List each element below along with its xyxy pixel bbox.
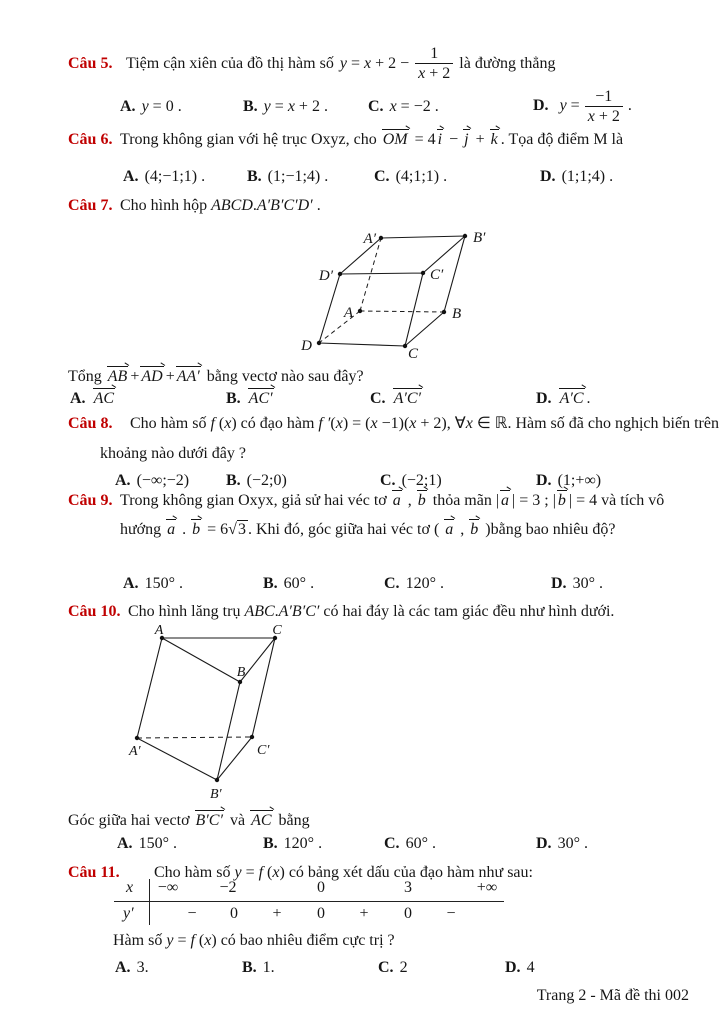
angle-text: Góc giữa hai vectơ	[68, 812, 190, 829]
vector-a: a	[391, 489, 404, 508]
fraction-denominator: x + 2	[585, 106, 623, 126]
vector-AC: AC	[249, 809, 274, 828]
option-11d	[505, 959, 535, 977]
vector-A-prime-C-prime: A′C′	[392, 387, 424, 406]
option-value: (−∞;−2)	[136, 472, 190, 489]
vertex-dots	[135, 636, 277, 782]
table-sign: 0	[404, 905, 412, 922]
vector-AD: AD	[139, 365, 165, 384]
table-x-label: x	[126, 879, 134, 896]
vertex-dots	[317, 234, 467, 348]
vector-A-prime-C: A′C	[558, 387, 587, 406]
option-5b	[243, 98, 328, 116]
vertex-label-a: A	[343, 305, 353, 321]
comma: ,	[403, 492, 416, 509]
option-value: (1;−1;4) .	[267, 168, 329, 185]
question-11-text4: có bao nhiêu điểm cực trị ?	[220, 932, 395, 949]
vector-AB: AB	[106, 365, 131, 384]
option-label: B.	[243, 98, 258, 115]
option-label: C.	[378, 959, 394, 976]
figure-prism	[125, 624, 305, 809]
plus-sign: +	[165, 368, 175, 385]
question-5-line	[68, 40, 556, 86]
question-11-text3: Hàm số	[113, 932, 163, 949]
question-8-line2	[100, 443, 246, 464]
question-7-line	[68, 195, 321, 216]
option-label: C.	[380, 472, 396, 489]
option-value: y = 0 .	[141, 98, 182, 115]
option-9d	[551, 575, 603, 593]
option-9a	[123, 575, 183, 593]
option-7d	[536, 387, 591, 408]
vector-i: i	[436, 128, 445, 147]
question-8-label: Câu 8.	[68, 415, 113, 432]
question-9-text4: hướng	[120, 521, 162, 538]
vector-k: k	[489, 128, 501, 147]
page-footer: Trang 2 - Mã đề thi 002	[536, 987, 689, 1004]
table-horizontal-rule	[114, 901, 504, 902]
table-sign: 0	[317, 905, 325, 922]
vertex-label-b-prime: B′	[210, 787, 222, 802]
vertex-label-a-prime: A′	[363, 231, 376, 247]
option-value: y = x + 2 .	[263, 98, 328, 115]
option-5d	[533, 82, 632, 130]
question-9-line2	[120, 518, 615, 540]
question-8-text3: Hàm số đã cho nghịch biến trên	[515, 415, 719, 432]
option-label: A.	[115, 472, 131, 489]
table-x-value: 3	[404, 879, 412, 896]
table-x-value: 0	[317, 879, 325, 896]
question-9-text5: . Khi đó, góc giữa hai véc tơ	[247, 521, 430, 538]
question-10-angle-line	[68, 809, 310, 831]
vector-AA-prime: AA′	[175, 365, 203, 384]
option-10a	[117, 835, 177, 853]
option-10c	[384, 835, 436, 853]
vertex-labels	[300, 230, 486, 362]
vertex-label-c-prime: C′	[430, 267, 444, 283]
option-label: D.	[540, 168, 556, 185]
option-label: B.	[263, 835, 278, 852]
formula: f ′(x) = (x −1)(x + 2)	[318, 415, 447, 432]
option-8b	[226, 472, 287, 490]
option-6c	[374, 168, 447, 186]
option-8c	[380, 472, 442, 490]
vertex-label-d-prime: D′	[318, 268, 333, 284]
option-value: (−2;1)	[401, 472, 442, 489]
table-sign: +	[359, 905, 369, 922]
sum-text-after: bằng vectơ nào sau đây?	[206, 368, 364, 385]
option-value: (4;1;1) .	[395, 168, 448, 185]
hidden-edges	[137, 737, 252, 738]
table-x-value: −∞	[157, 879, 179, 896]
option-label: C.	[374, 168, 390, 185]
formula: | = 3 ;	[512, 492, 549, 509]
option-label: D.	[536, 472, 552, 489]
question-8-text4: khoảng nào dưới đây ?	[100, 445, 246, 462]
table-sign: +	[272, 905, 282, 922]
option-value: x = −2 .	[389, 98, 439, 115]
vertex-label-c-prime: C′	[257, 743, 270, 758]
formula: , ∀x ∈ ℝ.	[446, 415, 512, 432]
vector-b: b	[190, 518, 203, 537]
dot-product: .	[178, 521, 191, 538]
question-7-text-after: .	[316, 197, 321, 214]
option-7c	[370, 387, 424, 408]
option-label: C.	[384, 835, 400, 852]
hidden-edges	[319, 238, 444, 343]
vector-a: a	[499, 489, 512, 508]
question-7-text: Cho hình hộp	[120, 197, 208, 214]
solid-edges	[319, 236, 465, 346]
vertex-label-c: C	[408, 346, 419, 362]
option-label: A.	[123, 168, 139, 185]
formula: f (x)	[210, 415, 237, 432]
question-11-label: Câu 11.	[68, 864, 120, 881]
option-7a	[70, 387, 117, 408]
table-vertical-rule	[149, 879, 150, 925]
table-x-value: +∞	[476, 879, 498, 896]
vertex-label-c: C	[272, 624, 282, 638]
abs-bar: |	[495, 492, 500, 509]
option-value: 120° .	[283, 835, 323, 852]
question-6-text-after: . Tọa độ điểm M là	[500, 131, 624, 148]
option-value: 120° .	[405, 575, 444, 592]
option-value: 30° .	[557, 835, 588, 852]
option-9b	[263, 575, 314, 593]
figure-parallelepiped	[290, 222, 495, 364]
option-label: A.	[70, 390, 86, 407]
option-value: 3.	[136, 959, 149, 976]
question-9-text6: bằng bao nhiêu độ?	[490, 521, 616, 538]
formula: = 4	[410, 131, 436, 148]
fraction-denominator: x + 2	[415, 63, 453, 83]
question-9-line	[68, 489, 664, 511]
abs-bar: |	[552, 492, 556, 509]
question-9-text2: thỏa mãn	[432, 492, 492, 509]
vector-b: b	[468, 518, 481, 537]
option-label: A.	[123, 575, 139, 592]
option-label: C.	[384, 575, 400, 592]
option-label: A.	[115, 959, 131, 976]
option-label: D.	[505, 959, 521, 976]
option-8d	[536, 472, 601, 490]
option-7b	[226, 387, 276, 408]
vector-B-prime-C-prime: B′C′	[194, 809, 226, 828]
option-6b	[247, 168, 328, 186]
option-10d	[536, 835, 588, 853]
formula: | = 4	[568, 492, 598, 509]
vector-a: a	[443, 518, 456, 537]
option-label: A.	[120, 98, 136, 115]
option-9c	[384, 575, 444, 593]
question-8-line	[68, 413, 719, 434]
vertex-label-b: B	[452, 306, 462, 322]
option-label: B.	[226, 390, 241, 407]
formula: y = f (x)	[166, 932, 217, 949]
question-11-line2	[113, 930, 395, 951]
option-5c	[368, 98, 439, 116]
vector-AC: AC	[92, 387, 117, 406]
option-label: B.	[263, 575, 278, 592]
question-5-label: Câu 5.	[68, 54, 113, 72]
option-11a	[115, 959, 149, 977]
sum-text: Tổng	[68, 368, 102, 385]
radicand: 3	[237, 521, 246, 538]
question-10-label: Câu 10.	[68, 603, 121, 620]
option-value: 60° .	[283, 575, 315, 592]
table-sign: −	[187, 905, 197, 922]
solid-edges	[137, 638, 275, 780]
option-label: D.	[551, 575, 567, 592]
fraction	[415, 44, 453, 83]
angle-text3: bằng	[278, 812, 310, 829]
option-6a	[123, 168, 205, 186]
table-y-label: y′	[123, 905, 134, 922]
vertex-labels	[128, 624, 282, 802]
vertex-label-b: B	[236, 665, 246, 680]
option-value: 60° .	[405, 835, 436, 852]
option-5a	[120, 98, 182, 116]
option-value: 2	[399, 959, 408, 976]
option-value: 1.	[262, 959, 275, 976]
question-9-text: Trong không gian Oxyx, giả sử hai véc tơ	[120, 492, 387, 509]
table-x-value: −2	[219, 879, 237, 896]
vector-OM: OM	[381, 128, 411, 147]
option-value: (1;+∞)	[557, 472, 602, 489]
plus-sign: +	[130, 368, 140, 385]
formula: ABCD.A′B′C′D′	[211, 197, 313, 214]
option-period: .	[627, 97, 632, 114]
question-6-line	[68, 128, 623, 150]
comma: ,	[456, 521, 469, 538]
option-6d	[540, 168, 613, 186]
formula: ABC.A′B′C′	[244, 603, 320, 620]
fraction	[585, 87, 623, 126]
vertex-label-a-prime: A′	[129, 744, 141, 759]
option-11b	[242, 959, 275, 977]
question-5-formula: y = x + 2 −	[339, 54, 410, 72]
sign-table	[100, 877, 520, 927]
option-period: .	[586, 390, 591, 407]
question-8-text: Cho hàm số	[130, 415, 207, 432]
option-value: 30° .	[572, 575, 603, 592]
table-sign: −	[446, 905, 456, 922]
vector-b: b	[416, 489, 429, 508]
formula: +	[471, 131, 489, 148]
option-value: (−2;0)	[246, 472, 287, 489]
vector-b: b	[556, 489, 569, 508]
question-11-text2: có bảng xét dấu của đạo hàm như sau:	[288, 864, 533, 881]
fraction-numerator: −1	[595, 87, 613, 105]
paren-close: )	[481, 521, 491, 538]
option-value: 150° .	[138, 835, 177, 852]
vertex-label-b-prime: B′	[473, 230, 486, 246]
question-8-text2: có đạo hàm	[240, 415, 315, 432]
fraction-numerator: 1	[430, 44, 439, 62]
formula: = 6	[203, 521, 229, 538]
question-5-text: Tiệm cận xiên của đồ thị hàm số	[126, 54, 334, 72]
option-label: D.	[536, 390, 552, 407]
vector-a: a	[165, 518, 178, 537]
option-label: D.	[536, 835, 552, 852]
option-8a	[115, 472, 189, 490]
table-sign: 0	[230, 905, 238, 922]
option-10b	[263, 835, 322, 853]
vector-AC-prime: AC′	[247, 387, 276, 406]
option-11c	[378, 959, 408, 977]
square-root	[228, 519, 248, 540]
option-label: D.	[533, 97, 549, 114]
formula: −	[445, 131, 463, 148]
question-10-text2: có hai đáy là các tam giác đều như hình dưới.	[323, 603, 615, 620]
option-label: C.	[370, 390, 386, 407]
vector-j: j	[462, 128, 471, 147]
option-value: (1;1;4) .	[561, 168, 614, 185]
vertex-label-a: A	[154, 624, 164, 638]
option-label: B.	[242, 959, 257, 976]
question-9-text3: và tích vô	[601, 492, 665, 509]
option-value: 150° .	[144, 575, 183, 592]
question-10-line	[68, 601, 614, 622]
question-11-text: Cho hàm số	[154, 864, 231, 881]
question-5-text-after: là đường thẳng	[459, 54, 556, 72]
formula: y = f (x)	[234, 864, 285, 881]
option-value: y =	[559, 97, 580, 114]
radical-sign: √	[228, 521, 237, 538]
paren-open: (	[433, 521, 444, 538]
angle-text2: và	[229, 812, 246, 829]
option-label: C.	[368, 98, 384, 115]
question-6-text: Trong không gian với hệ trục Oxyz, cho	[120, 131, 377, 148]
question-7-label: Câu 7.	[68, 197, 113, 214]
vertex-label-d: D	[301, 338, 312, 354]
question-10-text: Cho hình lăng trụ	[128, 603, 241, 620]
question-9-label: Câu 9.	[68, 492, 113, 509]
option-label: B.	[226, 472, 241, 489]
option-label: A.	[117, 835, 133, 852]
option-value: (4;−1;1) .	[144, 168, 206, 185]
question-5-options	[0, 82, 725, 130]
option-label: B.	[247, 168, 262, 185]
option-value: 4	[526, 959, 535, 976]
question-6-label: Câu 6.	[68, 131, 113, 148]
